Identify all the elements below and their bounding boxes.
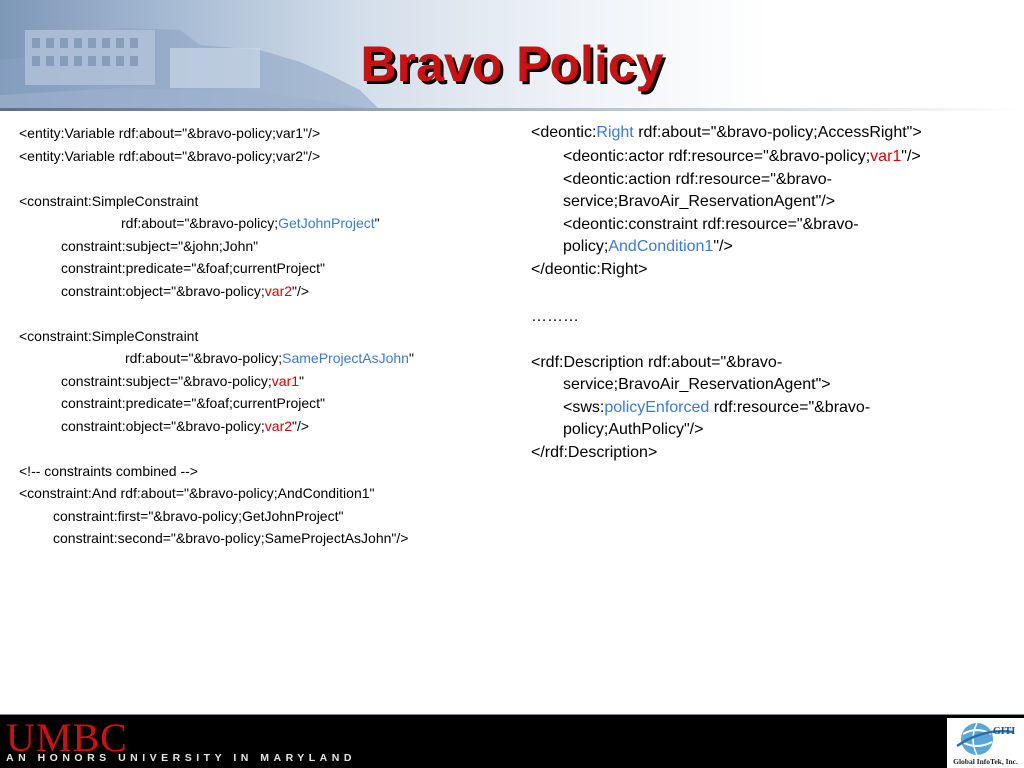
highlighted-variable: var1 xyxy=(870,147,902,165)
blank-line xyxy=(19,302,499,325)
svg-text:GITI: GITI xyxy=(993,726,1016,737)
umbc-logo: UMBC xyxy=(6,715,128,760)
highlighted-name: Right xyxy=(596,124,634,141)
code-line: <sws:policyEnforced rdf:resource="&bravo- xyxy=(563,399,871,416)
right-code-column xyxy=(531,122,1001,464)
left-code-column xyxy=(19,122,499,550)
code-line: constraint:subject="&bravo-policy;var1" xyxy=(61,372,305,389)
header-divider xyxy=(0,108,1024,111)
code-line: policy;AndCondition1"/> xyxy=(563,237,733,255)
code-block xyxy=(531,352,1001,395)
code-line: constraint:object="&bravo-policy;var2"/> xyxy=(61,417,310,434)
code-block xyxy=(531,169,1001,212)
blank-line xyxy=(531,327,1001,352)
highlighted-variable: var2 xyxy=(264,282,293,299)
code-line: constraint:subject="&john;John" xyxy=(61,237,259,254)
code-line: <constraint:SimpleConstraint xyxy=(19,327,199,344)
code-line: <constraint:And rdf:about="&bravo-policy;AndCondition1" xyxy=(19,485,375,501)
blank-line xyxy=(19,437,499,460)
code-line: policy;AuthPolicy"/> xyxy=(563,420,704,438)
code-line: <entity:Variable rdf:about="&bravo-policy;var1"/> xyxy=(19,125,321,141)
code-line: </rdf:Description> xyxy=(531,444,658,461)
code-line: service;BravoAir_ReservationAgent"> xyxy=(563,375,831,393)
code-line: <deontic:Right rdf:about="&bravo-policy;AccessRight"> xyxy=(531,124,922,141)
code-line: <deontic:action rdf:resource="&bravo- xyxy=(563,171,832,188)
code-line: rdf:about="&bravo-policy;GetJohnProject" xyxy=(121,215,380,231)
highlighted-name: SameProjectAsJohn xyxy=(282,350,409,366)
code-line: <rdf:Description rdf:about="&bravo- xyxy=(531,354,783,371)
highlighted-name: AndCondition1 xyxy=(608,237,714,255)
blank-line xyxy=(19,167,499,190)
highlighted-variable: var2 xyxy=(264,417,293,434)
globe-icon xyxy=(953,720,1017,758)
code-line: service;BravoAir_ReservationAgent"/> xyxy=(563,192,836,210)
code-line: constraint:second="&bravo-policy;SameProjectAsJohn"/> xyxy=(53,530,409,546)
highlighted-name: GetJohnProject xyxy=(278,215,375,231)
code-block xyxy=(531,214,1001,257)
slide-title: Bravo Policy xyxy=(360,36,664,92)
code-line: constraint:first="&bravo-policy;GetJohnProject" xyxy=(53,507,344,524)
code-comment: <!-- constraints combined --> xyxy=(19,462,198,479)
code-block xyxy=(531,397,1001,440)
giti-logo xyxy=(947,718,1024,768)
code-line: <deontic:constraint rdf:resource="&bravo- xyxy=(563,216,859,233)
footer-bar xyxy=(0,715,1024,768)
university-tagline: AN HONORS UNIVERSITY IN MARYLAND xyxy=(6,752,356,764)
highlighted-name: policyEnforced xyxy=(604,399,710,416)
ellipsis-text: ……… xyxy=(531,307,579,325)
blank-line xyxy=(531,281,1001,306)
highlighted-variable: var1 xyxy=(271,372,300,389)
code-line: <deontic:actor rdf:resource="&bravo-policy;var1"/> xyxy=(563,147,921,165)
giti-caption: Global InfoTek, Inc. xyxy=(953,757,1018,766)
code-line: rdf:about="&bravo-policy;SameProjectAsJohn" xyxy=(125,350,414,366)
code-line: constraint:predicate="&foaf;currentProject" xyxy=(61,395,326,411)
code-line: <entity:Variable rdf:about="&bravo-policy;var2"/> xyxy=(19,147,321,164)
code-line: </deontic:Right> xyxy=(531,261,648,278)
code-line: <constraint:SimpleConstraint xyxy=(19,192,199,209)
header-banner xyxy=(0,0,1024,110)
code-line: constraint:predicate="&foaf;currentProject" xyxy=(61,260,326,276)
code-line: constraint:object="&bravo-policy;var2"/> xyxy=(61,282,310,299)
